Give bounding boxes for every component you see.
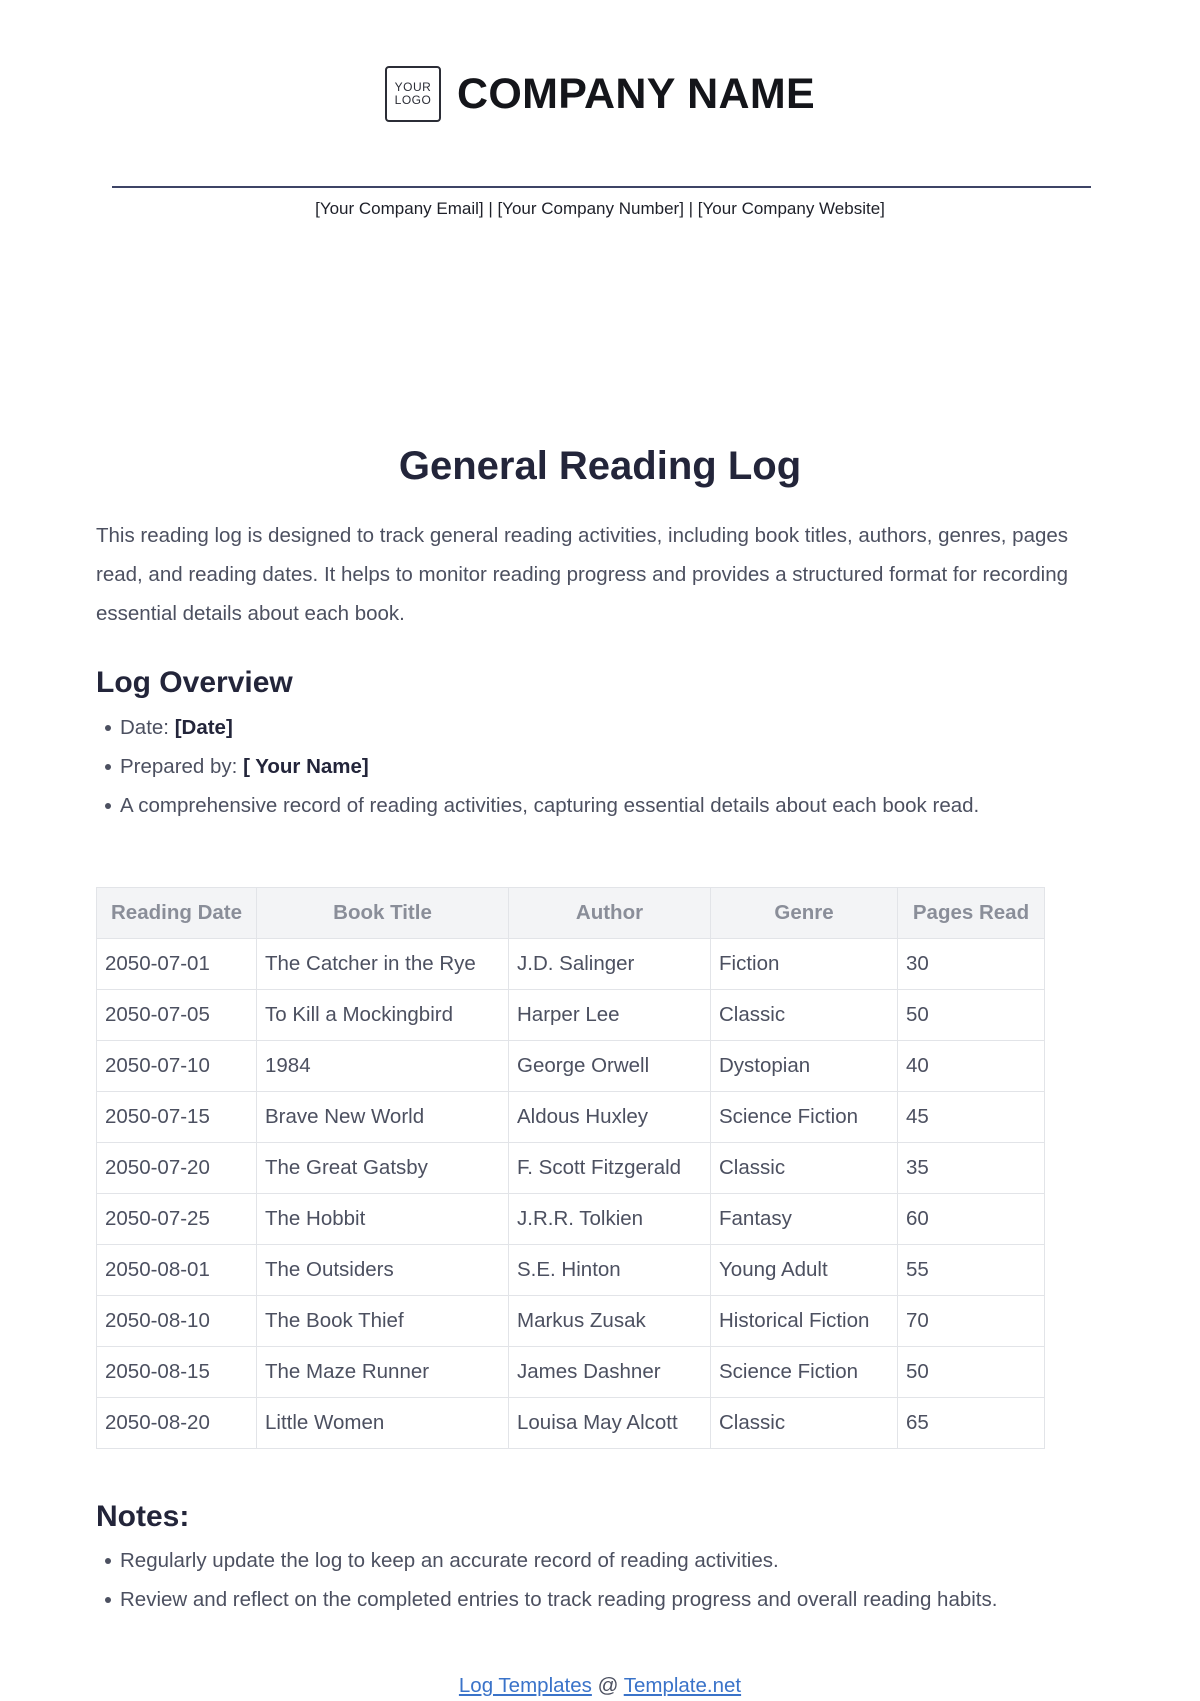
cell-author: Markus Zusak xyxy=(509,1296,711,1347)
cell-genre: Dystopian xyxy=(711,1041,898,1092)
cell-genre: Classic xyxy=(711,1398,898,1449)
footer-separator: @ xyxy=(591,1674,624,1697)
date-value: [Date] xyxy=(174,716,233,739)
logo-text-line2: LOGO xyxy=(394,93,432,107)
table-row xyxy=(97,1245,1045,1296)
cell-pages-read: 60 xyxy=(898,1194,1045,1245)
cell-book-title: Brave New World xyxy=(257,1092,509,1143)
cell-pages-read: 70 xyxy=(898,1296,1045,1347)
note-item: Review and reflect on the completed entries to track reading progress and overall reading habits. xyxy=(96,1580,1106,1619)
column-header-pages-read: Pages Read xyxy=(898,888,1045,939)
cell-genre: Fantasy xyxy=(711,1194,898,1245)
column-header-genre: Genre xyxy=(711,888,898,939)
cell-reading-date: 2050-07-10 xyxy=(97,1041,257,1092)
cell-genre: Classic xyxy=(711,1143,898,1194)
intro-paragraph: This reading log is designed to track general reading activities, including book titles, authors, genres, pages read, and reading dates. It helps to monitor reading progress and provides a structured format for recording essential details about each book. xyxy=(96,524,1069,625)
cell-reading-date: 2050-07-15 xyxy=(97,1092,257,1143)
header-divider xyxy=(112,186,1091,188)
cell-author: Harper Lee xyxy=(509,990,711,1041)
prepared-label: Prepared by: xyxy=(120,755,244,778)
cell-book-title: The Outsiders xyxy=(257,1245,509,1296)
table-row xyxy=(97,1143,1045,1194)
company-contact-line: [Your Company Email] | [Your Company Number] | [Your Company Website] xyxy=(315,199,885,218)
table-row xyxy=(97,1041,1045,1092)
cell-reading-date: 2050-07-05 xyxy=(97,990,257,1041)
date-label: Date: xyxy=(120,716,175,739)
cell-author: J.R.R. Tolkien xyxy=(509,1194,711,1245)
note-item: Regularly update the log to keep an accurate record of reading activities. xyxy=(96,1541,1106,1580)
cell-author: F. Scott Fitzgerald xyxy=(509,1143,711,1194)
column-header-author: Author xyxy=(509,888,711,939)
overview-date-item xyxy=(96,708,1106,747)
notes-heading: Notes: xyxy=(96,1500,190,1533)
table-row xyxy=(97,1398,1045,1449)
cell-genre: Science Fiction xyxy=(711,1092,898,1143)
cell-reading-date: 2050-08-10 xyxy=(97,1296,257,1347)
footer-attribution xyxy=(0,1674,1200,1698)
cell-reading-date: 2050-08-15 xyxy=(97,1347,257,1398)
cell-reading-date: 2050-07-20 xyxy=(97,1143,257,1194)
table-header-row xyxy=(97,888,1045,939)
company-name: COMPANY NAME xyxy=(457,69,815,118)
table-row xyxy=(97,939,1045,990)
cell-pages-read: 45 xyxy=(898,1092,1045,1143)
table-row xyxy=(97,1296,1045,1347)
table-row xyxy=(97,1347,1045,1398)
log-templates-link[interactable]: Log Templates xyxy=(458,1674,592,1697)
cell-pages-read: 50 xyxy=(898,1347,1045,1398)
log-overview-heading: Log Overview xyxy=(96,666,293,699)
cell-genre: Historical Fiction xyxy=(711,1296,898,1347)
cell-genre: Classic xyxy=(711,990,898,1041)
cell-book-title: Little Women xyxy=(257,1398,509,1449)
cell-book-title: To Kill a Mockingbird xyxy=(257,990,509,1041)
prepared-value: [ Your Name] xyxy=(243,755,369,778)
cell-genre: Fiction xyxy=(711,939,898,990)
cell-book-title: The Hobbit xyxy=(257,1194,509,1245)
table-row xyxy=(97,1092,1045,1143)
cell-book-title: The Catcher in the Rye xyxy=(257,939,509,990)
cell-pages-read: 55 xyxy=(898,1245,1045,1296)
cell-book-title: The Great Gatsby xyxy=(257,1143,509,1194)
cell-author: J.D. Salinger xyxy=(509,939,711,990)
column-header-reading-date: Reading Date xyxy=(97,888,257,939)
logo-text-line1: YOUR xyxy=(394,80,432,94)
cell-reading-date: 2050-08-01 xyxy=(97,1245,257,1296)
reading-log-table xyxy=(96,887,1045,1449)
column-header-book-title: Book Title xyxy=(257,888,509,939)
cell-book-title: 1984 xyxy=(257,1041,509,1092)
cell-pages-read: 30 xyxy=(898,939,1045,990)
document-header xyxy=(0,66,1200,122)
template-net-link[interactable]: Template.net xyxy=(623,1674,742,1697)
table-row xyxy=(97,990,1045,1041)
cell-pages-read: 40 xyxy=(898,1041,1045,1092)
cell-author: Aldous Huxley xyxy=(509,1092,711,1143)
cell-book-title: The Book Thief xyxy=(257,1296,509,1347)
cell-pages-read: 65 xyxy=(898,1398,1045,1449)
cell-author: James Dashner xyxy=(509,1347,711,1398)
page-title: General Reading Log xyxy=(398,444,802,488)
cell-genre: Young Adult xyxy=(711,1245,898,1296)
cell-reading-date: 2050-07-25 xyxy=(97,1194,257,1245)
cell-author: Louisa May Alcott xyxy=(509,1398,711,1449)
cell-reading-date: 2050-07-01 xyxy=(97,939,257,990)
cell-pages-read: 50 xyxy=(898,990,1045,1041)
notes-list xyxy=(96,1541,1106,1619)
log-overview-list xyxy=(96,708,1106,825)
cell-author: S.E. Hinton xyxy=(509,1245,711,1296)
cell-book-title: The Maze Runner xyxy=(257,1347,509,1398)
company-logo xyxy=(385,66,441,122)
overview-prepared-item xyxy=(96,747,1106,786)
overview-summary-item: A comprehensive record of reading activities, capturing essential details about each book read. xyxy=(96,786,1106,825)
cell-genre: Science Fiction xyxy=(711,1347,898,1398)
table-row xyxy=(97,1194,1045,1245)
cell-pages-read: 35 xyxy=(898,1143,1045,1194)
cell-author: George Orwell xyxy=(509,1041,711,1092)
cell-reading-date: 2050-08-20 xyxy=(97,1398,257,1449)
